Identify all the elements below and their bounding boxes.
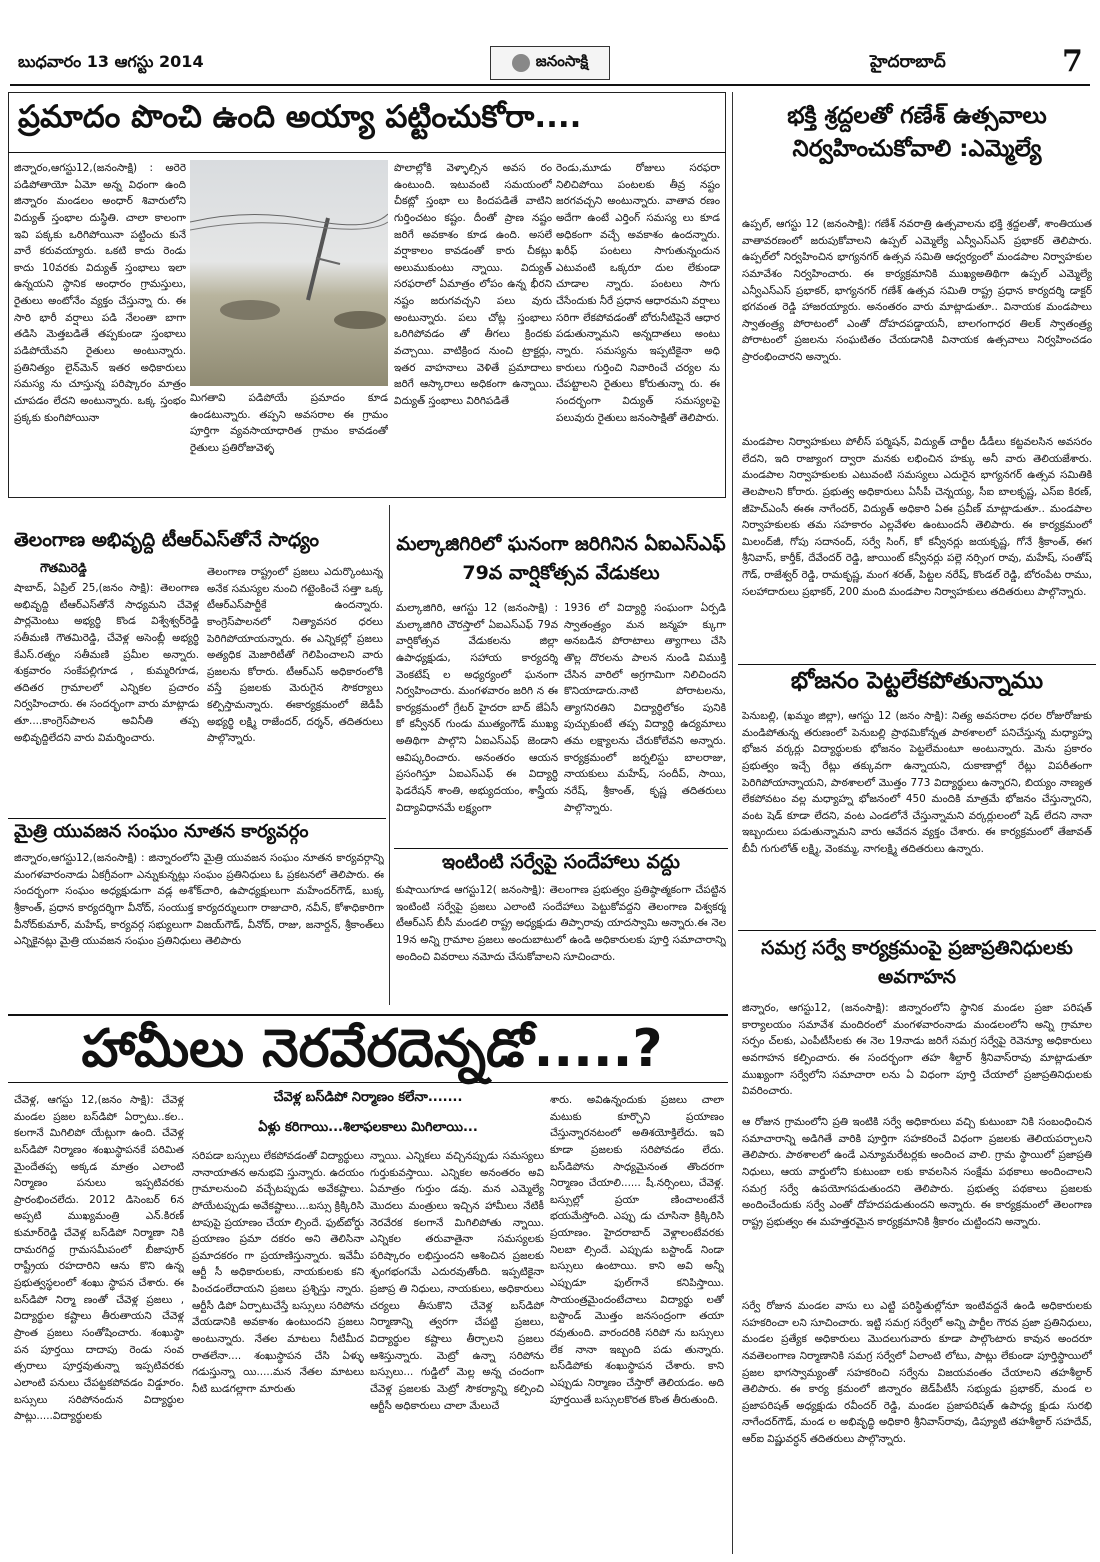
- masthead-rule: [10, 84, 1090, 86]
- issue-date: బుధవారం 13 ఆగస్టు 2014: [18, 52, 204, 71]
- article-power-poles-col3: పొలాల్లోకి వెళ్ళాల్సిన అవస రం ఉంటుంది. ఇటువంటి సమయంలో చీకట్లో స్తంభా లు కిందపడితే వాటిని గుర్తించటం కష్టం. దీంతో ప్రాణ నష్టం జరిగే అవకాశం కూడ ఉంది. అసలే వర్షాకాలం కావడంతో కారు చీకట్లు అలుముకుంటు న్నాయి. విద్యుత్ సరఫరాలో ఏమాత్రం లోపం ఉన్న భీరని నష్టం జరుగవచ్చని పలు వురు అంటున్నారు. పలు చోట్ల స్తంభాలు ఒరిగిపోవడం తో తీగలు క్రిందకు వచ్చాయి. వాటిక్రింద నుంచి ట్రాక్టర్లు, ఇతర వాహనాలు వెళితే ప్రమాదాలు జరిగే ఆస్కారాలు అధికంగా ఉన్నాయి. విద్యుత్ స్తంభాలు విరిగిపడితే: [394, 162, 552, 407]
- article-samagra-survey-body3: సర్వే రోజున మండల వాసు లు ఎట్టి పరిస్థితుల్లోనూ ఇంటివద్దనే ఉండి అధికారులకు సహకరించా లని సూచించారు. ఇట్టి సమగ్ర సర్వేలో అన్ని పార్టీల గౌరవ ప్రజా ప్రతినిధులు, మండల ప్రత్యేక అధికారులు మొదలుగువారు కూడా పాల్గొంటారు కావున అందరూ నవతెలంగాణ నిర్మాణానికి సమగ్ర సర్వేలో ఏలాంటి లోటు, పాట్లు లేకుండా పూర్తిస్థాయిలో ప్రజల భాగస్వామ్యంతో సహకరించి సర్వేను విజయవంతం చేయాలని తహశీల్దార్ తెలిపారు. ఈ కార్య క్రమంలో జిన్నారం జెడ్‌పీటీసీ సభ్యుడు ప్రభాకర్, మండ ల ప్రజాపరిషత్ అధ్యక్షుడు రవీందర్ రెడ్డి, మండల ప్రజాపరిషత్ ఉపాధ్య క్షుడు సురభి నాగేందర్‌గౌడ్, మండ ల అభివృద్ధి అధికారి శ్రీనివాస్‌రావు, డిప్యూటి తహశీల్దార్ సహదేవ్, ఆర్ఐ విష్ణువర్ధన్ తదితరులు పాల్గొన్నారు.: [742, 1300, 1092, 1446]
- section-rule: [738, 664, 1096, 665]
- section-rule: [8, 1082, 728, 1083]
- article-bus-depot-col3: న్నాయి. ఎన్నికలు వచ్చినప్పుడు సమస్యలు గుర్తుకువస్తాయి. ఎన్నికల అనంతరం అవి ఏమాత్రం గుర్తుం డవు. మన ఎమ్మెల్యే మొదలు మంత్రులు ఇచ్చిన హామీలు నేటికీ నెరవేరక కలగానే మిగిలిపోతు న్నాయి. ఎన్నికల తరువాతైనా సమస్యలకు పరిష్కారం లభిస్తుందని ఆశించిన ప్రజలకు శృంగభంగమే ఎదురవుతోంది. ఇప్పటికైనా ప్రజాప్ర తి నిధులు, నాయకులు, అధికారులు చర్యలు తీసుకొని చేవెళ్ల బస్‌డిపో నిర్మాణాన్ని త్వరగా చేపట్టి ప్రజలు, విద్యార్థుల కష్టాలు తీర్చాలని ప్రజలు ఆశిస్తున్నారు. మెట్రో ఉన్నా సరిపోను బస్సులు... గుడ్డిలో మెల్ల అన్న చందంగా చేవెళ్ల ప్రజలకు మెట్రో సౌకర్యాన్ని కల్పించి ఆర్టీసీ అధికారులు చాలా మేలుచే: [370, 1150, 544, 1412]
- article-samagra-survey-headline: సమగ్ర సర్వే కార్యక్రమంపై ప్రజాప్రతినిధులకు అవగాహన: [761, 937, 1073, 988]
- power-pole-photo: [190, 160, 388, 386]
- article-aisf-col2: 1936 లో విద్యార్ధి సంఘంగా ఏర్పడి స్వాతంత్ర్యం మన జన్మహ క్కుగా అనబడిన పోరాటాలు త్యాగాలు చేసి తొల్ల దొరలను పాలన నుండి విముక్తి చేసిన వారిలో అగ్రగామిగా నిలిచిందని కొనియాడారు.నాటి పోరాటలను, త్యాగనిరతిని విద్యార్ధిలోకం పునికి పుచ్చుకుంటే తప్ప విద్యార్ధి ఉద్యమాలు తమ లక్ష్యాలను చేరుకోలేవని అన్నారు. కార్యక్రమంలో జర్నలిస్టు బాలరాజు, నాయకులు మహేష్, సందీప్, సాయి, నరేష్, శ్రీకాంత్, కృష్ణ తదితరులు పాల్గొన్నారు.: [564, 602, 726, 814]
- article-ganesh-headline: భక్తి శ్రద్దలతో గణేశ్ ఉత్సవాలు నిర్వహించుకోవాలి :ఎమ్మెల్యే: [787, 103, 1047, 163]
- masthead: [0, 0, 1100, 96]
- article-aisf-headline: మల్కాజిగిరిలో ఘనంగా జరిగినిన ఏఐఎస్ఎఫ్ 79వ వార్షికోత్సవ వేడుకలు: [396, 533, 726, 585]
- article-ganesh-body2: మండపాల నిర్వాహకులు పోలీస్ పర్మిషన్, విద్యుత్ చార్జీల డీడీలు కట్టవలసిన అవసరం లేదని, ఇది రాజ్యాంగ ద్వారా మనకు లభించిన హక్కు అనీ వారు తెలియజేశారు. మండపాల నిర్వాహకులకు ఎటువంటి సమస్యలు ఎదురైన భాగ్యనగర్ ఉత్సవ సమితికి తెలపాలని కోరారు. ప్రభుత్వ అధికారులు ఏసీపీ చెన్నయ్య, సీఐ బాలకృష్ణ, ఎస్ఐ కిరణ్, జీహెచ్ఎంసీ ఈఈ నాగేందర్, విద్యుత్ అధికారి ఏఈ ప్రవీణ్ మాట్లాడుతూ.. మండపాల నిర్వాహకులకు తమ సహకారం ఎల్లవేళల ఉంటుందనీ తెలిపారు. ఈ కార్యక్రమంలో మిలంద్‌జీ, గోపు సదానంద్, సర్వే సింగ్, కో కన్వీనర్లు జయకృష్ణ, గోనే శ్రీకాంత్, ఈగ శ్రీనివాస్, కార్తీక్, దేవేందర్ రెడ్డి, జాయింట్ కన్వీనర్లు పల్లె నర్సింగ రావు, మహేష్, సంతోష్ గౌడ్, రాజేశ్వర్ రెడ్డి, రామకృష్ణ, మంగ శరత్, పిట్టల నరేష్, కొండల్ రెడ్డి, బోరంపేట రాము, సలహాదారులు ప్రభాకర్, 200 మంది మండపాల నిర్వాహకులు తదితరులు పాల్గొన్నారు.: [742, 436, 1092, 598]
- logo-seal-icon: [512, 54, 530, 72]
- article-samagra-survey-body2: ఆ రోజున గ్రామంలోని ప్రతి ఇంటికి సర్వే అధికారులు వచ్చి కుటుంబా నికి సంబంధించిన సమాచారాన్ని అడిగితే వారికి పూర్తిగా సహకరించే విధంగా ప్రజలకు తెలియపర్చాలని తెలిపారు. పాఠశాలలో ఉండే ఎన్యూమరేటర్లకు అందించ వాలి. గ్రామ స్థాయిలో ప్రజాప్రతి నిధులు, ఆయ వార్డులోని కుటుంబా లకు కావలసిన సంక్షేమ పథకాలు అందించాలని సమగ్ర సర్వే ఉపయోగపడుతుందని తెలిపారు. ప్రభుత్వ పథకాలు ప్రజలకు అందించేందుకు సర్వే ఎంతో దోహదపడుతుందని అన్నారు. ఈ కార్యక్రమంలో తెలంగాణ రాష్ట్ర ప్రభుత్వం ఈ మహత్తరమైన కార్యక్రమానికి శ్రీకారం చుట్టిందని అన్నారు.: [742, 1116, 1092, 1228]
- article-bus-depot-headline: హామీలు నెరవేరదెన్నడో.....?: [81, 1019, 663, 1079]
- power-pole-photo-drawing: [190, 160, 388, 386]
- headline-rule: [8, 152, 726, 153]
- newspaper-logo: [490, 46, 610, 80]
- article-midday-meal-headline: భోజనం పెట్టలేకపోతున్నాము: [790, 668, 1044, 694]
- article-power-poles-headline: ప్రమాదం పొంచి ఉంది అయ్యా పట్టించుకోరా....: [18, 99, 582, 135]
- article-bus-depot-subhead2: ఏళ్లు కరిగాయి...శిలాఫలకాలు మిగిలాయి...: [258, 1120, 478, 1135]
- column-divider: [732, 92, 733, 1554]
- article-midday-meal-body: పెనుబల్లి, (ఖమ్మం జిల్లా), ఆగస్టు 12 (జనం సాక్షి): నిత్య అవసరాల ధరల రోజురోజుకు మండిపోతున్న తరుణంలో పెనుబల్లి ప్రాథమికోన్నత పాఠశాలలో పనిచేస్తున్న మధ్యాహ్న భోజన వర్కర్లు విద్యార్థులకు భోజనం పెట్టలేమంటూ అంటున్నారు. మెను ప్రకారం ప్రభుత్వం ఇచ్చే రేట్లు తక్కువగా ఉన్నాయని, దుకాణాల్లో రేట్లు విపరీతంగా పెరిగిపోయాన్నాయని, పాఠశాలలో మొత్తం 773 విద్యార్థులు ఉన్నారని, బియ్యం నాణ్యత లేకపోవటం వల్ల మధ్యాహ్న భోజనంలో 450 మందికి మాత్రమే భోజనం చేస్తున్నారని, వంట షెడ్ కూడా లేదని, వంట ఎండలోనే చేస్తున్నామని వర్కర్లులంలో షెడ్ లేదని నానా ఇబ్బందులు పడుతున్నామని వారు ఆవేదన వ్యక్తం చేశారు. ఈ కార్యక్రమంలో తేజావత్ బీవీ గుగులోత్ లక్ష్మి, వెంకమ్మ, నాగలక్ష్మి తదితరులు ఉన్నారు.: [742, 710, 1092, 856]
- section-rule: [8, 1014, 728, 1016]
- article-bus-depot-col2: సరిపడా బస్సులు లేకపోవడంతో విద్యార్థులు నానాయాతన అనుభవి స్తున్నారు. ఉదయం గ్రామాలనుంచి వచ్చేటప్పుడు అవేకష్టాలు. పోయేటప్పుడు అవేకష్టాలు....బస్సు క్రిక్కిరిసి టాపుపై ప్రయాణం చేయా ల్సిందే. ఫుట్‌బోర్డు ప్రయాణం ప్రమా దకరం అని తెలిసినా ప్రమాదకరం గా ప్రయాణిస్తున్నారు. ఇవేమీ ఆర్టీ సీ అధికారులకు, నాయకులకు కని పించడంలేదాయని ప్రజలు ప్రశ్నిస్తు న్నారు. ఆర్టీసీ డిపో ఏర్పాటుచేస్తే బస్సులు సరిపోను వేయడానికి అవకాశం ఉంటుందని ప్రజలు అంటున్నారు. నేతల మాటలు నీటిమీద రాతలేనా.... శంఖుస్థాపన చేసి ఏళ్ళు గడుస్తున్నా యి.....మన నేతల మాటలు నీటి బుడగల్లాగా మారుతు: [192, 1150, 364, 1395]
- article-maitri-headline: మైత్రి యువజన సంఘం నూతన కార్యవర్గం: [14, 821, 309, 842]
- edition-city: హైదరాబాద్: [870, 52, 946, 72]
- article-power-poles-col1: జిన్నారం,ఆగస్టు12,(జనంసాక్షి) : అరెరె పడిపోతాయో ఏమో అన్న విధంగా ఉంది జిన్నారం మండలం అంధార్ శివారులోని విద్యుత్ స్తంభాల దుస్థితి. చాలా కాలంగా ఇవి పక్కకు ఒరిగిపోయినా పట్టించు కునే వారే కరువయ్యారు. ఒకటి కాదు రెండు కాదు 10వరకు విద్యుత్ స్తంభాలు ఇలా ఉన్నయని స్థానిక అంధారం గ్రామస్తులు, రైతులు అంటోనేం వ్యక్తం చేస్తున్నా రు. ఈ సారి భారీ వర్షాలు పడి నేలంతా బాగా తడిసి మెత్తబడితే తప్పకుండా స్తంభాలు పడిపోయేవని రైతులు అంటున్నారు. ప్రతినిత్యం లైన్‌మెన్ ఇతర అధికారులు సమస్య ను చూస్తున్న పరిష్కారం మాత్రం చూపడం లేదని అంటున్నారు. ఒక్క స్తంభం ప్రక్కకు కుంగిపోయినా: [14, 162, 186, 424]
- section-rule: [8, 818, 386, 819]
- article-aisf-col1: మల్కాజిగిరి, ఆగస్టు 12 (జనంసాక్షి) : మల్కాజిగిరి చౌరస్తాలో ఏఐఎస్ఎఫ్ 79వ వార్షికోత్సవ వేడుకలను జిల్లా ఉపాధ్యక్షుడు, సహాయ కార్యదర్శి వెంకటేష్ ల అధ్యర్యంలో ఘనంగా నిర్వహించారు. మంగళవారం జరిగి న ఈ కార్యక్రమంలో గ్రేటర్ హైదరా బాద్ జేఏసీ కో కన్వీనర్ గుండు ముత్యంగౌడ్ ముఖ్య అతిథిగా పాల్గొని ఏఐఎస్ఎఫ్ జెండాని ఆవిష్కరించారు. అనంతరం ఆయన ప్రసంగిస్తూ ఏఐఎస్ఎఫ్ ఈ విద్యార్ధి ఫెడరేషన్ శాంతి, అభ్యుదయం, శాస్త్రీయ విద్యావిధానమే లక్ష్యంగా: [396, 602, 558, 814]
- article-survey-doubts-body: కుషాయిగూడ ఆగస్టు12( జనంసాక్షి): తెలంగాణ ప్రభుత్వం ప్రతిష్ఠాత్మకంగా చేపట్టిన ఇంటింటి సర్వేపై ప్రజలు ఎలాంటి సందేహాలు పెట్టుకోవద్దని తెలంగాణ విశ్వకర్మ టీఆర్ఎస్ బీసీ మండలి రాష్ట్ర అధ్యక్షుడు తిప్పారావు యాదస్వామి అన్నారు.ఈ నెల 19న అన్ని గ్రామాల ప్రజలు అందుబాటులో ఉండి అధికారులకు పూర్తి సమాచారాన్ని అందించి వివరాలు నమోదు చేసుకోవాలని సూచించారు.: [396, 884, 726, 963]
- article-power-poles-col4: రెండు,మూడు రోజులు సరఫరా నిలిచిపోయి పంటలకు తీవ్ర నష్టం జరగవచ్చని అంటున్నారు. వాతావ రణం అదేగా ఉంటే ఎర్తింగ్ సమస్య లు కూడ అధికంగా వచ్చే అవకాశం ఉందన్నారు. ఖరీఫ్ పంటలు సాగుతున్నందున ఎటువంటి ఒక్కరూ దుల లేకుండా చూడాల న్నారు. పంటలు సాగు చేసేందుకు నీరే ప్రధాన ఆధారమని వర్షాలు సరిగా లేకపోవడంతో బోరునీటిపైనే ఆధార పడుతున్నామని అన్నదాతలు అంటు న్నారు. సమస్యను ఇప్పటికైనా అధి కారులు గుర్తించి నివారించే చర్యల ను చేపట్టాలని రైతులు కోరుతున్నా రు. ఈ సందర్భంగా విద్యుత్ సమస్యలపై పలువురు రైతులు జనంసాక్షితో తెలిపారు.: [556, 162, 720, 424]
- article-samagra-survey-body1: జిన్నారం, ఆగస్టు12, (జనంసాక్షి): జిన్నారంలోని స్థానిక మండల ప్రజా పరిషత్ కార్యాలయం సమావేశ మందిరంలో మంగళవారంనాడు మండలంలోని అన్ని గ్రామాల సర్పం చ్‌లకు, ఎంపీటీసీలకు ఈ నెల 19నాడు జరిగే సమగ్ర సర్వేపై రెవెన్యూ అధికారులు అవగాహన కల్పించారు. ఈ సందర్భంగా తహ శీల్దార్ శ్రీనివాస్‌రావు మాట్లాడుతూ ముఖ్యంగా సర్వేలోని సమాచారా లను ఏ విధంగా పూర్తి చేయాలో ప్రజాప్రతినిధులకు వివరించారు.: [742, 1002, 1092, 1098]
- article-power-poles-col2: మిగతావి పడిపోయే ప్రమాదం కూడ ఉండటున్నారు. తప్పని అవసరాల ఈ గ్రామం పూర్తిగా వ్యవసాయాధారిత గ్రామం కావడంతో రైతులు ప్రతిరోజువెళ్ళ: [190, 392, 388, 454]
- page-number: 7: [1062, 44, 1083, 79]
- article-trs-col1: షాబాద్, ఏప్రిల్ 25,(జనం సాక్షి): తెలంగాణ అభివృద్ది టీఆర్ఎస్‌తోనే సాధ్యమని చేవెళ్ల పార్లమెంటు అభ్యర్థి కొండ విశ్వేశ్వర్‌రెడ్డి సతీమణి గౌతమిరెడ్డి, చేవెళ్ల అసెంబ్లీ అభ్యర్థి కేఎస్.రత్నం సతీమణి ప్రమీల అన్నారు. శుక్రవారం సంకేపల్లిగూడ , కుమ్మరిగూడ, తదితర గ్రామాలలో ఎన్నికల ప్రచారం నిర్వహించారు. ఈ సందర్భంగా వారు మాట్లాడు తూ....కాంగ్రెస్‌పాలన అవినీతి తప్ప అభివృద్దిలేదని వారు విమర్శించారు.: [14, 582, 199, 744]
- article-trs-headline: తెలంగాణ అభివృద్ది టీఆర్ఎస్‌తోనే సాధ్యం: [14, 529, 320, 551]
- article-bus-depot-col4: శారు. అవిఉన్నందుకు ప్రజలు చాలా మటుకు కూర్చొని ప్రయాణం చేస్తున్నారనటంలో అతిశయోక్తిలేదు. ఇవి కూడా ప్రజలకు సరిపోవడం లేదు. బస్‌డిపోను సాధ్యమైనంత తొందరగా నిర్మాణం చేయాలి...... షీ.నర్సింలు, చేవెళ్ల. బస్సుల్లో ప్రయా ణించాలంటేనే భయమేస్తోంది. ఎప్పు డు చూసినా క్రిక్కిరిసి ప్రయాణం. హైదరాబాద్ వెళ్లాలంటేవరకు నిలబా ల్సిందే. ఎప్పుడు బస్టాండ్ నిండా బస్సులు ఉంటాయి. కాని అవి అన్నీ ఎప్పుడూ ఫుల్‌గానే కనిపిస్తాయి. సాయంత్రమైందంటేచాలు విద్యార్థు లతో బస్టాండ్ మొత్తం జనసంద్రంగా తయా రవుతుంది. వారందరికి సరిపో ను బస్సులు లేక నానా ఇబ్బంది పడు తున్నారు. బస్‌డిపోకు శంఖుస్థాపన చేశారు. కాని ఎప్పుడు నిర్మాణం చేస్తారో తెలియడం. అది పూర్తయితే బస్సులకొరత కొంత తీరుతుంది.: [550, 1094, 724, 1406]
- logo-text: జనంసాక్షి: [535, 52, 589, 70]
- article-bus-depot-col1: చేవెళ్ల, ఆగస్టు 12,(జనం సాక్షి): చేవెళ్ల మండల ప్రజల బస్‌డిపో ఏర్పాటు..కల.. కలగానే మిగిలిపో యేట్లుగా ఉంది. చేవెళ్ల బస్‌డిపో నిర్మాణం శంఖుస్థాపనకే పరిమిత మైందేతప్ప అక్కడ మాత్రం ఎలాంటి నిర్మాణం పనులు ఇప్పటివరకు ప్రారంభించలేదు. 2012 డిసెంబర్ 6న అప్పటి ముఖ్యమంత్రి ఎన్.కిరణ్ కుమార్‌రెడ్డి చేవెళ్ల బస్‌డిపో నిర్మాణా నికి దామరగిద్ద గ్రామసమీపంలో బీజాపూర్ రాష్ట్రీయ రహదారిని ఆను కొని ఉన్న ప్రభుత్వస్థలంలో శంఖు స్థాపన చేశారు. ఈ బస్‌డిపో నిర్మా ణంతో చేవెళ్ల ప్రజలు , విద్యార్థుల కష్టాలు తీరుతాయని చేవెళ్ల ప్రాంత ప్రజలు సంతోషించారు. శంఖుస్థా పన పూర్తయి దాదాపు రెండు సంవ త్సరాలు పూర్తవుతున్నా ఇప్పటివరకు ఎలాంటి పనులు చేపట్టకపోవడం విడ్డూరం. బస్సులు సరిపోనందున విద్యార్థుల పాట్లు.....విద్యార్థులకు: [14, 1094, 184, 1423]
- section-rule: [394, 848, 728, 849]
- article-ganesh-body1: ఉప్పల్, ఆగస్టు 12 (జనంసాక్షి): గణేశ్ నవరాత్రి ఉత్సవాలను భక్తి శ్రద్దలతో, శాంతియుత వాతావరణంలో జరుపుకోవాలని ఉప్పల్ ఎమ్మెల్యే ఎన్వీఎస్ఎస్ ప్రభాకర్ తెలిపారు. ఉప్పల్‌లో నిర్వహించిన భాగ్యనగర్ ఉత్సవ సమితి ఆధ్వర్యంలో మండపాల నిర్వాహకుల సమావేశం నిర్వహించారు. ఈ కార్యక్రమానికి ముఖ్యఅతిథిగా ఉప్పల్ ఎమ్మెల్యే ఎన్వీఎస్ఎస్ ప్రభాకర్, భాగ్యనగర్ గణేశ్ ఉత్సవ సమితి రాష్ట్ర ప్రధాన కార్యదర్శి డాక్టర్ భగవంత రెడ్డి హాజరయ్యారు. అనంతరం వారు మాట్లాడుతూ.. వినాయక మండపాలు స్వాతంత్ర్య పోరాటంలో ఎంతో దోహదపడ్డాయనీ, బాలగంగాధర తిలక్ స్వాతంత్ర్య పోరాటంలో ప్రజలను సంఘటితం చేయడానికి వినాయక ఉత్సవాలు నిర్వహించడం ప్రారంభించారని అన్నారు.: [742, 218, 1092, 364]
- article-maitri-body: జిన్నారం,ఆగస్టు12,(జనంసాక్షి) : జిన్నారంలోని మైత్రి యువజన సంఘం నూతన కార్యవర్గాన్ని మంగళవారంనాడు ఏకగ్రీవంగా ఎన్నుకున్నట్లు సంఘం ప్రతినిధులు ఓ ప్రకటనలో తెలిపారు. ఈ సందర్భంగా సంఘం అధ్యక్షుడుగా వడ్ల అశోక్‌చారి, ఉపాధ్యక్షులుగా మహేందర్‌గౌడ్, బుక్క శ్రీకాంత్, ప్రధాన కార్యదర్శిగా వీనోద్, సంయుక్త కార్యదర్శులుగా రాజుచారి, నవీన్, కోశాధికారిగా వీనోద్‌కుమార్, మహేష్, కార్యవర్గ సభ్యులుగా విజయ్‌గౌడ్, వీనోద్, రాజు, జనార్దన్, శ్రీకాంత్‌లు ఎన్నికైనట్లు మైత్రి యువజన సంఘం ప్రతినిధులు తెలిపారు: [14, 852, 384, 948]
- article-trs-col2: తెలంగాణ రాష్ట్రంలో ప్రజలు ఎదుర్కొంటున్న అనేక సమస్యల నుంచి గట్టెంకించే సత్తా ఒక్క టీఆర్ఎస్‌పార్టీకే ఉందన్నారు. కాంగ్రెస్‌పాలనలో నిత్యావసర ధరలు పెరిగిపోయాయన్నారు. ఈ ఎన్నికల్లో ప్రజలు అత్యధిక మెజారిటీతో గెలిపించాలని వారు ప్రజలను కోరారు. టీఆర్ఎస్ అధికారంలోకి వస్తే ప్రజలకు మెరుగైన సౌకర్యాలు కల్పిస్తామన్నారు. ఈకార్యక్రమంలో జెడీపీ అభ్యర్థి లక్ష్మి రాజేందర్, దర్శన్, తదితరులు పాల్గొన్నారు.: [207, 566, 383, 745]
- article-survey-doubts-headline: ఇంటింటి సర్వేపై సందేహాలు వద్దు: [442, 851, 680, 873]
- column-divider: [389, 505, 390, 1005]
- article-trs-byline: గౌతమిరెడ్డి: [40, 561, 87, 575]
- section-rule: [738, 930, 1096, 931]
- article-bus-depot-subhead1: చేవెళ్ల బస్‌డిపో నిర్మాణం కలేనా.......: [273, 1090, 463, 1105]
